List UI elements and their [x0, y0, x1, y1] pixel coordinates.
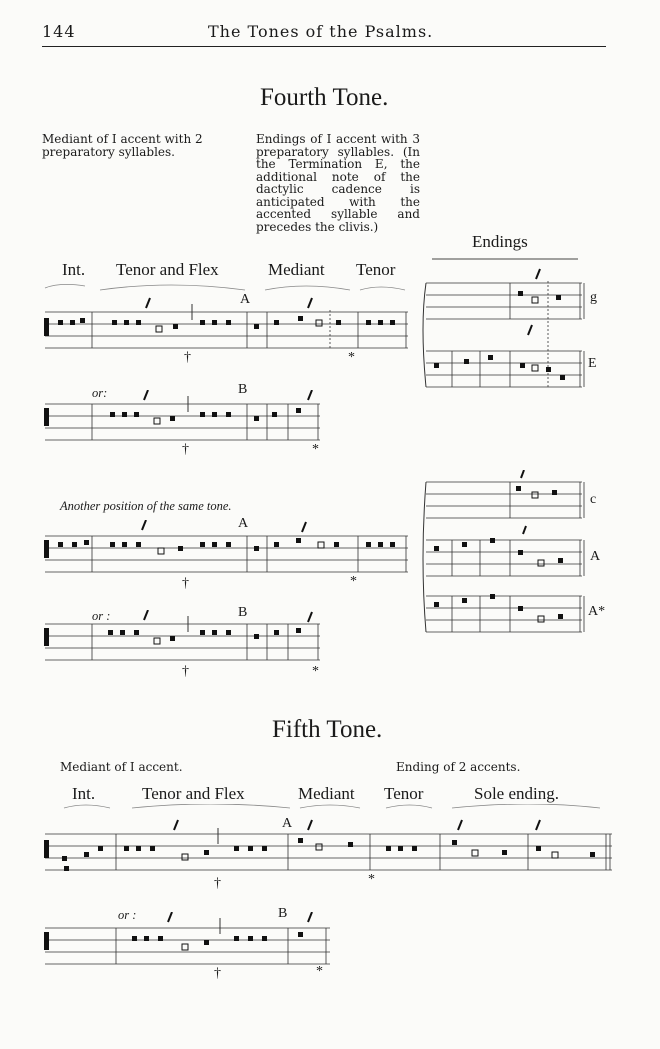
tenor-label: Tenor	[356, 260, 396, 279]
star-3: *	[350, 574, 357, 589]
fourth-mediant-note: Mediant of I accent with 2 preparatory syllables.	[42, 132, 203, 159]
dagger-2: †	[182, 442, 189, 457]
ending-letter-a: A	[590, 549, 601, 564]
fifth-or-label: or :	[118, 908, 137, 922]
star-2: *	[312, 442, 319, 457]
dagger-1: †	[184, 350, 191, 365]
mark-b-2: B	[238, 605, 248, 620]
mediant-label: Mediant	[268, 260, 325, 279]
mark-b-1: B	[238, 382, 248, 397]
ending-letter-e: E	[588, 356, 597, 371]
fifth-tone-staff-2	[40, 912, 340, 972]
fifth-dagger-2: †	[214, 966, 221, 981]
star-4: *	[312, 664, 319, 679]
fourth-tone-staff-1	[40, 280, 420, 370]
mark-a-1: A	[240, 292, 251, 307]
dagger-3: †	[182, 576, 189, 591]
ending-letter-a-star: A*	[588, 604, 606, 619]
or-label-1: or:	[92, 386, 108, 400]
fourth-endings-note: Endings of I accent with 3 preparatory syllables. (In the Termination E, the additional note of the dactylic cadence is anticipated with the accented syllable and precedes the clivis.)	[256, 132, 420, 234]
fourth-endings-staff-2	[418, 470, 608, 640]
header-rule	[42, 46, 606, 47]
fifth-tenor-flex-label: Tenor and Flex	[142, 784, 245, 803]
fifth-mark-b: B	[278, 906, 288, 921]
fifth-mediant-note: Mediant of I accent.	[60, 760, 183, 774]
tenor-flex-label: Tenor and Flex	[116, 260, 219, 279]
fourth-tone-title: Fourth Tone.	[260, 84, 389, 111]
fifth-mediant-label: Mediant	[298, 784, 355, 803]
fourth-tone-staff-4	[40, 610, 330, 670]
fifth-star-1: *	[368, 872, 375, 887]
fifth-sole-ending-label: Sole ending.	[474, 784, 559, 803]
running-title: The Tones of the Psalms.	[208, 22, 434, 41]
endings-label: Endings	[472, 232, 528, 251]
fifth-ending-note: Ending of 2 accents.	[396, 760, 521, 774]
or-label-2: or :	[92, 609, 111, 623]
fifth-star-2: *	[316, 964, 323, 979]
fourth-tone-staff-3	[40, 520, 420, 580]
another-position-caption: Another position of the same tone.	[60, 499, 232, 513]
int-label: Int.	[62, 260, 86, 279]
fifth-mark-a: A	[282, 816, 293, 831]
fifth-tenor-label: Tenor	[384, 784, 424, 803]
mark-a-2: A	[238, 516, 249, 531]
ending-letter-c: c	[590, 492, 597, 507]
fifth-tone-title: Fifth Tone.	[272, 716, 383, 743]
fifth-dagger-1: †	[214, 876, 221, 891]
ending-letter-g: g	[590, 290, 597, 305]
fifth-tone-staff-1	[40, 804, 620, 874]
dagger-4: †	[182, 664, 189, 679]
fifth-int-label: Int.	[72, 784, 96, 803]
star-1: *	[348, 350, 355, 365]
page-number: 144	[42, 22, 76, 41]
fourth-endings-staff-1	[418, 255, 608, 390]
fourth-tone-staff-2	[40, 390, 330, 450]
